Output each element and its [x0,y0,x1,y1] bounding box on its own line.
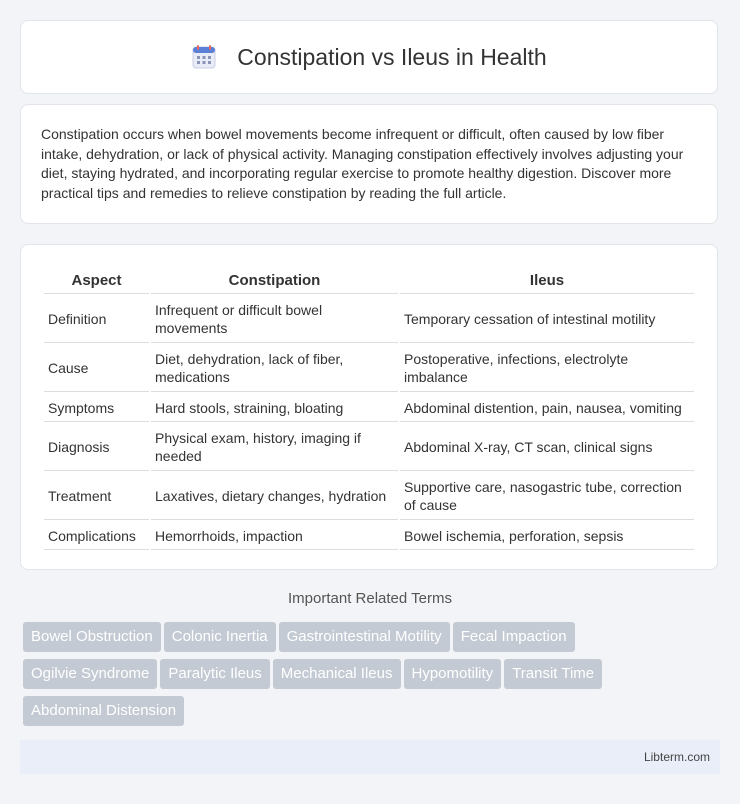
header-card [20,20,718,94]
table-cell: Hard stools, straining, bloating [151,394,398,422]
table-row [44,345,694,392]
table-cell: Physical exam, history, imaging if needed [151,424,398,471]
column-header: Aspect [44,267,149,294]
table-cell: Supportive care, nasogastric tube, correction of cause [400,473,694,520]
table-cell: Diet, dehydration, lack of fiber, medications [151,345,398,392]
table-cell: Infrequent or difficult bowel movements [151,296,398,343]
table-cell: Symptoms [44,394,149,422]
table-cell: Bowel ischemia, perforation, sepsis [400,522,694,550]
comparison-table [42,265,696,552]
column-header: Constipation [151,267,398,294]
table-row [44,394,694,422]
calendar-icon [191,44,217,70]
table-cell: Complications [44,522,149,550]
table-row [44,424,694,471]
table-row [44,296,694,343]
comparison-card [20,244,718,570]
related-term-tag[interactable]: Mechanical Ileus [273,659,401,689]
related-term-tag[interactable]: Colonic Inertia [164,622,276,652]
table-cell: Postoperative, infections, electrolyte imbalance [400,345,694,392]
related-term-tag[interactable]: Fecal Impaction [453,622,575,652]
footer-link[interactable]: Libterm.com [643,750,710,764]
related-term-tag[interactable]: Transit Time [504,659,602,689]
related-term-tag[interactable]: Ogilvie Syndrome [23,659,157,689]
table-row [44,522,694,550]
page-title: Constipation vs Ileus in Health [237,43,547,70]
table-header-row [44,267,694,294]
table-cell: Cause [44,345,149,392]
table-cell: Abdominal distention, pain, nausea, vomiting [400,394,694,422]
table-row [44,473,694,520]
related-term-tag[interactable]: Paralytic Ileus [160,659,269,689]
related-term-tag[interactable]: Gastrointestinal Motility [279,622,450,652]
table-cell: Temporary cessation of intestinal motility [400,296,694,343]
table-cell: Hemorrhoids, impaction [151,522,398,550]
table-cell: Diagnosis [44,424,149,471]
column-header: Ileus [400,267,694,294]
table-cell: Definition [44,296,149,343]
related-term-tag[interactable]: Bowel Obstruction [23,622,161,652]
table-cell: Laxatives, dietary changes, hydration [151,473,398,520]
related-term-tag[interactable]: Abdominal Distension [23,696,184,726]
related-term-tag[interactable]: Hypomotility [404,659,502,689]
table-cell: Treatment [44,473,149,520]
table-cell: Abdominal X-ray, CT scan, clinical signs [400,424,694,471]
footer [20,740,720,774]
related-terms-list [23,622,723,733]
related-terms-title: Important Related Terms [288,590,452,607]
intro-card [20,104,718,224]
intro-text: Constipation occurs when bowel movements become infrequent or difficult, often caused by low fiber intake, dehydration, or lack of physical activity. Managing constipation effectively involves adjusting your diet, staying hydrated, and incorporating regular exercise to promote healthy digestion. Discover more practical tips and remedies to relieve constipation by reading the full article. [41,126,684,201]
